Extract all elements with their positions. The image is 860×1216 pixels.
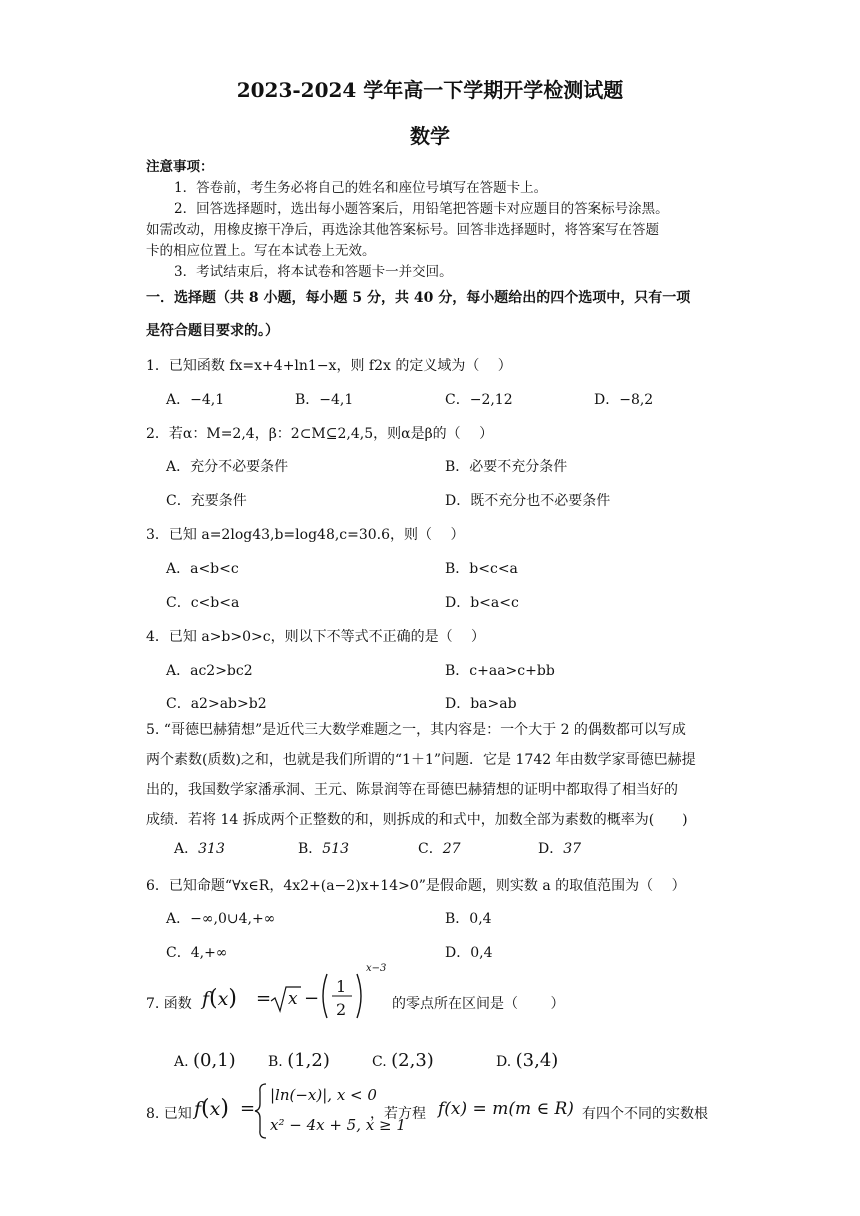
- question-7-option-c-value: (2,3): [391, 1050, 434, 1071]
- notice-item-3: 3．考试结束后，将本试卷和答题卡一并交回。: [174, 264, 453, 280]
- question-1-option-a: A．−4,1: [166, 392, 225, 408]
- question-5-option-d: [538, 838, 581, 858]
- question-3-option-d: D．b<a<c: [445, 595, 519, 611]
- question-7-minus: −: [304, 988, 320, 1009]
- question-5-option-b-value: 513: [322, 841, 350, 857]
- question-7-equals: =: [256, 988, 272, 1009]
- question-7-exponent: x−3: [366, 963, 387, 974]
- question-7-option-a-label: A.: [174, 1054, 189, 1070]
- question-7-option-b-value: (1,2): [287, 1050, 330, 1071]
- question-8-case-1: |ln(−x)|, x < 0: [270, 1086, 377, 1104]
- question-4-option-c: C．a2>ab>b2: [166, 696, 267, 712]
- notice-item-2-cont-2: 卡的相应位置上。写在本试卷上无效。: [146, 243, 376, 259]
- question-5-option-a-label: A．: [174, 841, 199, 857]
- question-8-equation: f(x) = m(m ∈ R): [438, 1099, 574, 1119]
- question-4-option-b: B．c+aa>c+bb: [445, 663, 555, 679]
- question-5-option-d-label: D．: [538, 841, 564, 857]
- question-2-option-d: D．既不充分也不必要条件: [445, 493, 611, 509]
- question-7-suffix: 的零点所在区间是（ ）: [392, 996, 565, 1012]
- question-2-stem: 2．若α：M=2,4，β：2⊂M⊆2,4,5，则α是β的（ ）: [146, 426, 494, 442]
- question-8-f-of-x: f(x): [194, 1096, 229, 1121]
- notice-item-2: 2．回答选择题时，选出每小题答案后，用铅笔把答题卡对应题目的答案标号涂黑。: [174, 201, 669, 217]
- question-2-option-b: B．必要不充分条件: [445, 459, 568, 475]
- question-7-option-a-value: (0,1): [193, 1050, 236, 1071]
- question-6-option-c: C．4,+∞: [166, 945, 228, 961]
- question-2-option-a: A．充分不必要条件: [166, 459, 289, 475]
- question-5-line-2: 两个素数(质数)之和，也就是我们所谓的“1＋1”问题．它是 1742 年由数学家哥德巴赫提: [146, 752, 696, 768]
- question-7-option-d-value: (3,4): [515, 1050, 559, 1071]
- question-5-option-c-label: C．: [418, 841, 443, 857]
- question-5-line-3: 出的，我国数学家潘承洞、王元、陈景润等在哥德巴赫猜想的证明中都取得了相当好的: [146, 782, 678, 798]
- question-5-option-c-value: 27: [442, 841, 461, 857]
- question-7-x: x: [217, 988, 229, 1010]
- question-7-option-d: [496, 1050, 558, 1071]
- question-3-option-c: C．c<b<a: [166, 595, 240, 611]
- exam-title: 2023-2024 学年高一下学期开学检测试题: [236, 78, 624, 102]
- question-1-option-b: B．−4,1: [295, 392, 354, 408]
- question-6-option-d: D．0,4: [445, 945, 493, 961]
- exam-subject: 数学: [410, 124, 450, 148]
- notice-item-2-cont-1: 如需改动，用橡皮擦干净后，再选涂其他答案标号。回答非选择题时，将答案写在答题: [146, 222, 659, 238]
- question-5-option-d-value: 37: [563, 841, 582, 857]
- question-8-suffix: 有四个不同的实数根: [582, 1106, 708, 1122]
- question-6-option-b: B．0,4: [445, 911, 492, 927]
- question-7-option-c-label: C.: [372, 1054, 387, 1070]
- section-1-heading-line-2: 是符合题目要求的。）: [146, 323, 279, 339]
- question-7-half-num: 1: [336, 977, 347, 996]
- question-3-option-a: A．a<b<c: [166, 561, 239, 577]
- notice-heading: 注意事项：: [146, 159, 214, 175]
- question-3-stem: 3．已知 a=2log43,b=log48,c=30.6，则（ ）: [146, 527, 465, 543]
- question-7-formula-lhs: f(x): [202, 986, 237, 1011]
- question-7-option-a: [174, 1050, 236, 1071]
- question-1-stem: 1．已知函数 fx=x+4+ln1−x，则 f2x 的定义域为（ ）: [146, 358, 512, 374]
- question-3-option-b: B．b<c<a: [445, 561, 518, 577]
- question-4-stem: 4．已知 a>b>0>c，则以下不等式不正确的是（ ）: [146, 629, 486, 645]
- question-7-sqrt-x: x: [288, 989, 298, 1009]
- question-8-mid: ，若方程: [370, 1106, 426, 1122]
- question-6-option-a: A．−∞,0∪4,+∞: [166, 911, 276, 927]
- question-7-prefix: 7. 函数: [146, 996, 192, 1012]
- question-7-half-den: 2: [336, 1000, 347, 1019]
- question-8-prefix: 8. 已知: [146, 1106, 192, 1122]
- question-5-option-a: [174, 838, 225, 858]
- question-8-equals: =: [240, 1098, 256, 1119]
- question-6-stem: 6．已知命题“∀x∈R，4x2+(a−2)x+14>0”是假命题，则实数 a 的取值范围为（ ）: [146, 878, 686, 894]
- question-5-option-b: [298, 838, 349, 858]
- question-8-case-2: x² − 4x + 5, x ≥ 1: [270, 1116, 406, 1134]
- question-5-option-c: [418, 838, 461, 858]
- question-2-option-c: C．充要条件: [166, 493, 247, 509]
- question-8-x: x: [209, 1098, 221, 1120]
- question-1-option-d: D．−8,2: [594, 392, 654, 408]
- section-1-heading-line-1: 一．选择题（共 8 小题，每小题 5 分，共 40 分，每小题给出的四个选项中，只有一项: [146, 290, 691, 306]
- question-7-option-d-label: D.: [496, 1054, 512, 1070]
- question-4-option-a: A．ac2>bc2: [166, 663, 253, 679]
- question-7-option-c: [372, 1050, 434, 1071]
- question-5-option-b-label: B．: [298, 841, 323, 857]
- question-8-f: f: [194, 1098, 202, 1120]
- question-5-option-a-value: 313: [198, 841, 225, 857]
- question-5-line-1: 5. “哥德巴赫猜想”是近代三大数学难题之一，其内容是：一个大于 2 的偶数都可以写成: [146, 722, 686, 738]
- piecewise-brace-icon: [254, 1082, 268, 1140]
- notice-item-1: 1．答卷前，考生务必将自己的姓名和座位号填写在答题卡上。: [174, 180, 548, 196]
- question-7-option-b-label: B.: [268, 1054, 283, 1070]
- question-7-option-b: [268, 1050, 330, 1071]
- question-4-option-d: D．ba>ab: [445, 696, 517, 712]
- question-1-option-c: C．−2,12: [445, 392, 513, 408]
- question-7-f: f: [202, 988, 210, 1010]
- question-5-line-4: 成绩．若将 14 拆成两个正整数的和，则拆成的和式中，加数全部为素数的概率为( ): [146, 812, 688, 828]
